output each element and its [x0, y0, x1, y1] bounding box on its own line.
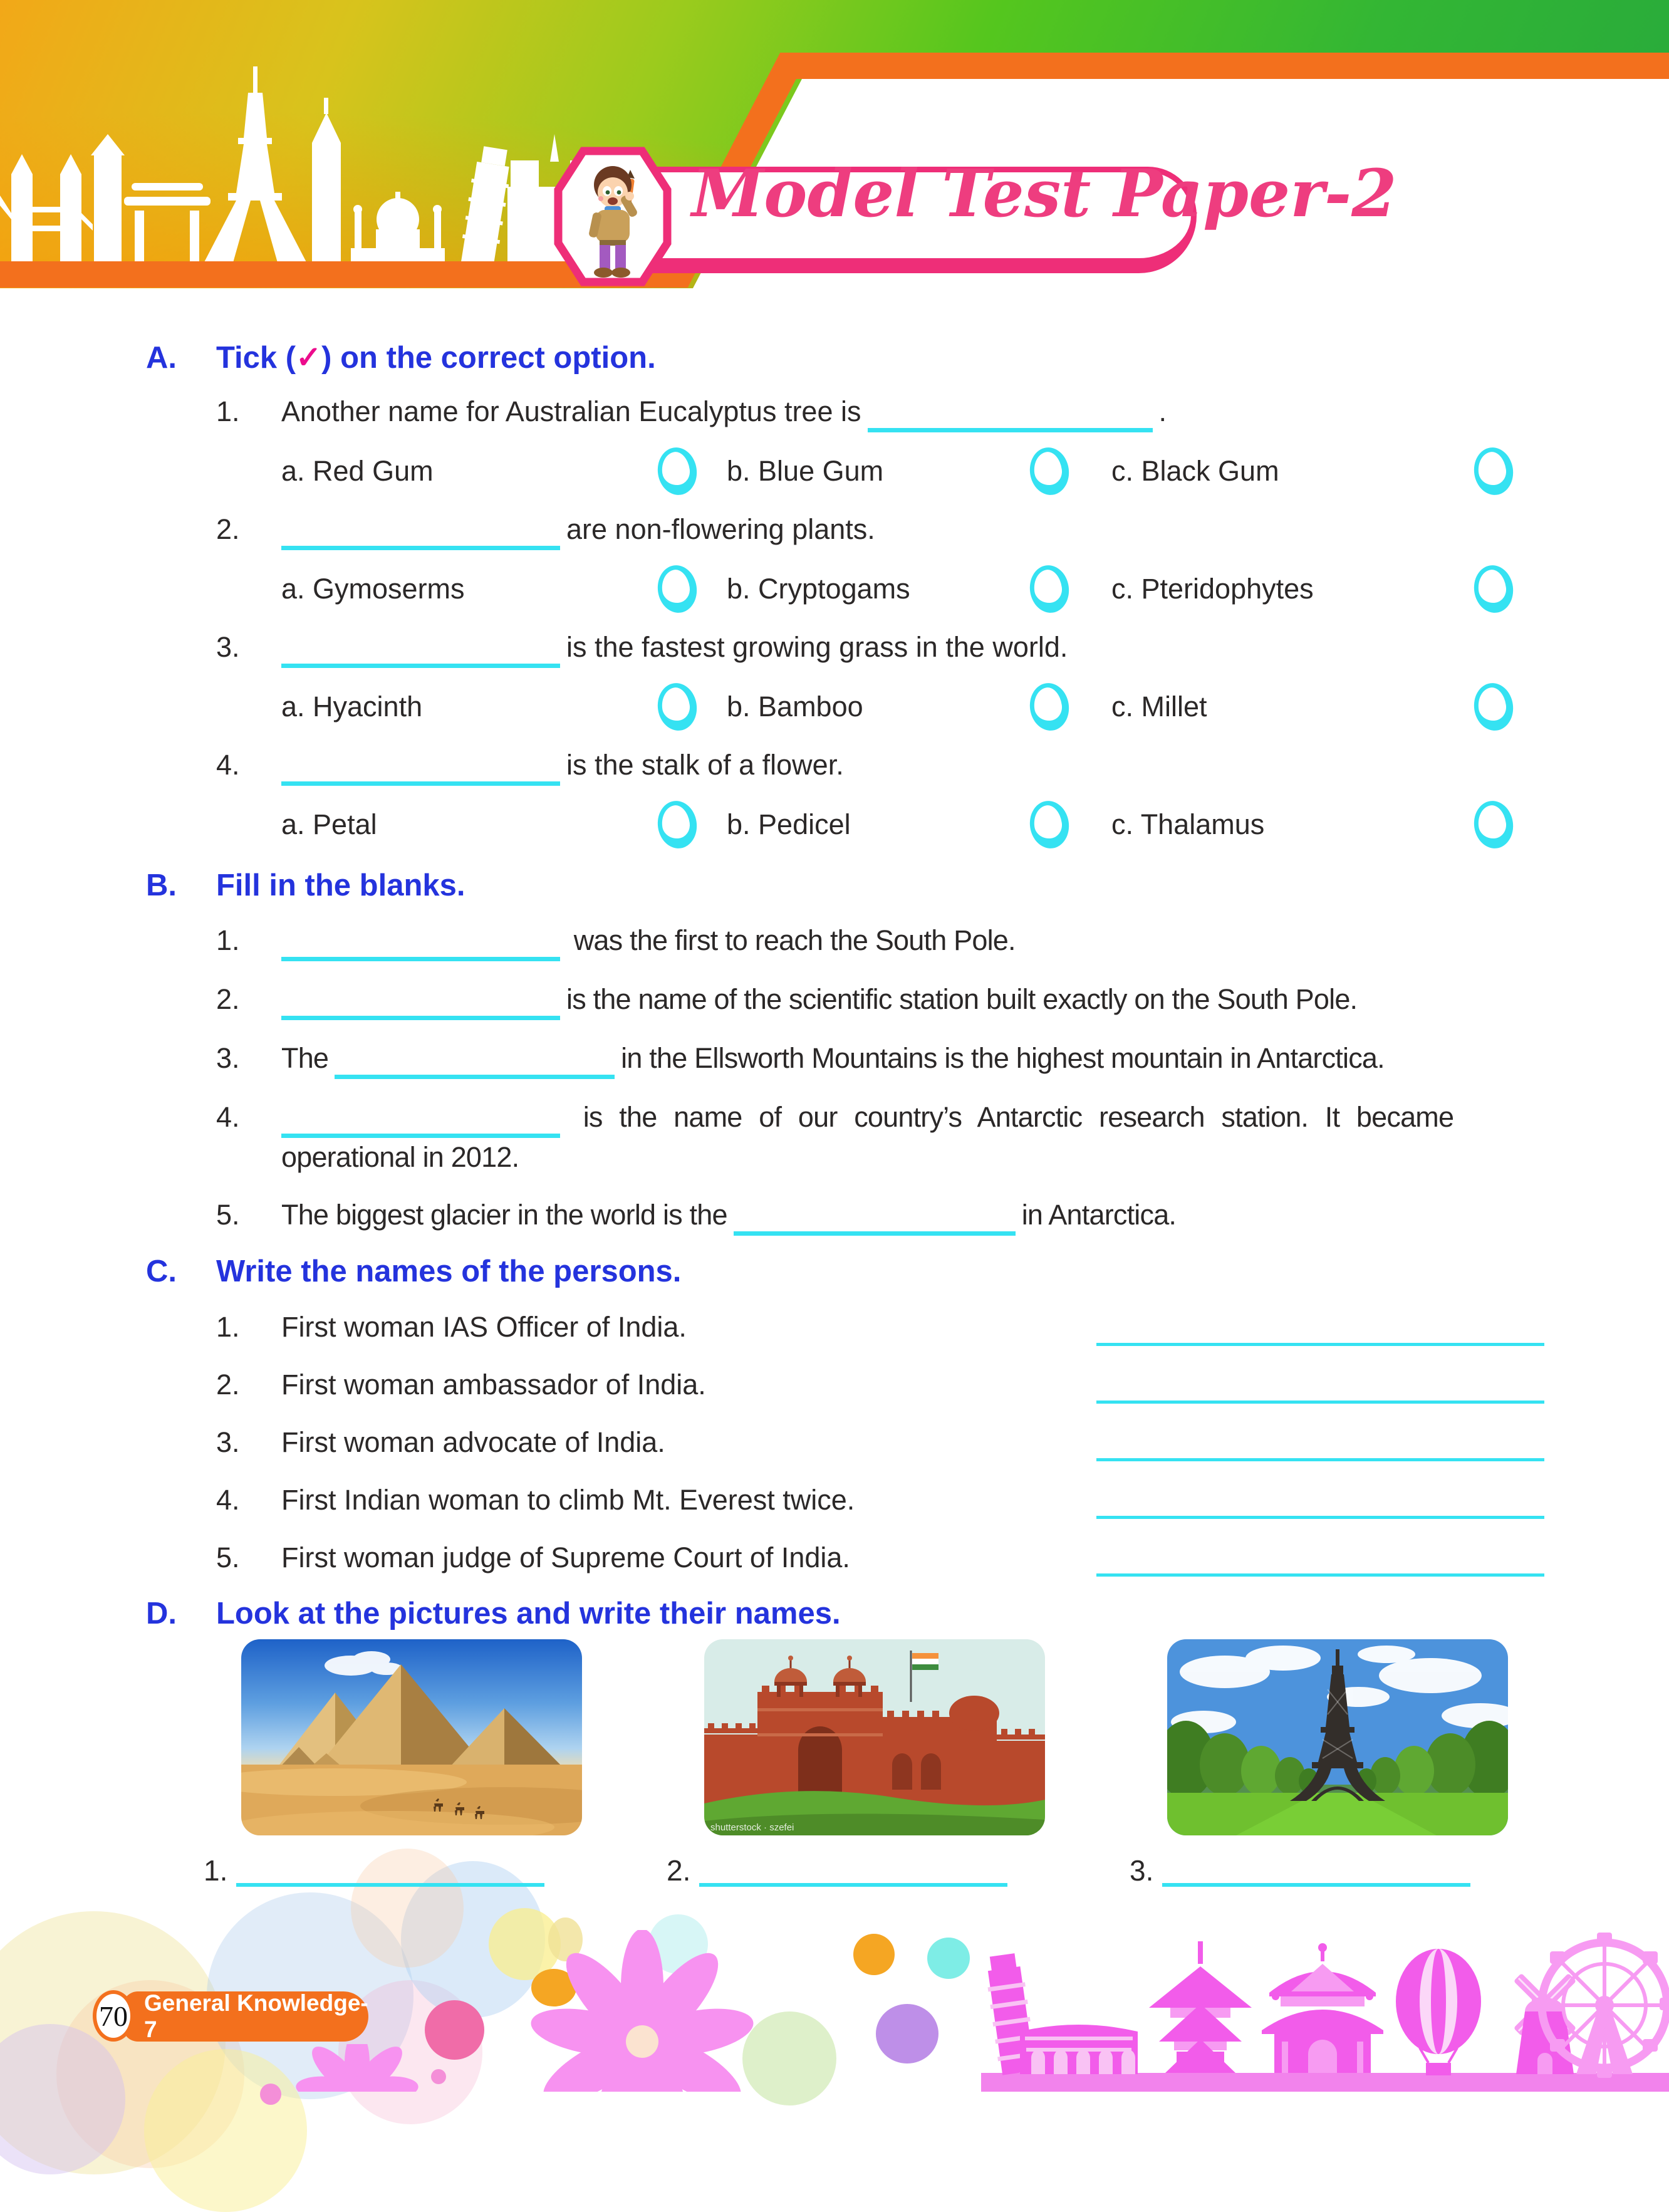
tick-mark-icon: ✓: [296, 341, 322, 375]
option-checkbox[interactable]: [1027, 681, 1072, 733]
deco-circle: [853, 1934, 895, 1975]
question-b1: 1. was the first to reach the South Pole.: [216, 920, 1669, 961]
answer-line[interactable]: [1096, 1427, 1544, 1461]
answer-blank[interactable]: [281, 749, 560, 786]
answer-line[interactable]: [1096, 1312, 1544, 1346]
section-c-letter: C.: [146, 1255, 177, 1288]
section-d-title: Look at the pictures and write their names.: [216, 1597, 841, 1630]
deco-circle: [927, 1938, 970, 1979]
question-b5: 5. The biggest glacier in the world is the in Antarctica.: [216, 1194, 1669, 1236]
picture-answer-3: 3.: [1130, 1854, 1470, 1887]
question-a4: 4. is the stalk of a flower.: [216, 744, 1669, 786]
option-checkbox[interactable]: [1027, 445, 1072, 498]
option-label: b. Pedicel: [727, 808, 851, 840]
answer-line[interactable]: [1096, 1542, 1544, 1577]
answer-line[interactable]: [1162, 1854, 1470, 1887]
option-checkbox[interactable]: [1027, 798, 1072, 851]
deco-circle: [0, 1911, 226, 2174]
section-c-title: Write the names of the persons.: [216, 1255, 682, 1288]
option-label: b. Blue Gum: [727, 455, 884, 487]
page-number: 70: [99, 2000, 128, 2032]
flower-icon: [495, 1930, 789, 2092]
question-a2: 2. are non-flowering plants.: [216, 509, 1669, 550]
option-label: c. Thalamus: [1111, 808, 1265, 840]
section-b-letter: B.: [146, 869, 177, 902]
option-checkbox[interactable]: [655, 798, 700, 851]
option-checkbox[interactable]: [655, 681, 700, 733]
option-label: c. Black Gum: [1111, 455, 1279, 487]
question-b3: 3. The in the Ellsworth Mountains is the highest mountain in Antarctica.: [216, 1038, 1669, 1079]
question-c1: 1. First woman IAS Officer of India.: [216, 1308, 1544, 1346]
answer-blank[interactable]: [281, 513, 560, 550]
question-c5: 5. First woman judge of Supreme Court of India.: [216, 1539, 1544, 1577]
question-a3: 3. is the fastest growing grass in the world.: [216, 627, 1669, 668]
deco-circle: [0, 2024, 125, 2174]
question-b4-line2: operational in 2012.: [281, 1141, 519, 1173]
test-paper-content: [0, 288, 1669, 1887]
option-checkbox[interactable]: [1471, 563, 1516, 615]
options-a4: [281, 796, 1669, 853]
answer-blank[interactable]: [335, 1042, 615, 1079]
section-a-heading: [146, 338, 1669, 377]
answer-blank[interactable]: [734, 1199, 1016, 1236]
flower-icon: [276, 2044, 439, 2092]
question-a1: 1. Another name for Australian Eucalyptus tree is .: [216, 391, 1669, 432]
deco-circle: [876, 2004, 938, 2063]
option-label: c. Pteridophytes: [1111, 573, 1314, 605]
answer-blank[interactable]: [281, 1101, 560, 1138]
section-d-letter: D.: [146, 1597, 177, 1630]
book-title: General Knowledge-7: [144, 1990, 368, 2042]
answer-blank[interactable]: [281, 983, 560, 1020]
page-header: [0, 0, 1669, 288]
section-c-heading: [146, 1252, 1669, 1291]
option-label: c. Millet: [1111, 691, 1207, 723]
page-number-badge: [93, 1990, 134, 2042]
picture-answer-row: [204, 1854, 1669, 1887]
section-a-letter: A.: [146, 341, 177, 375]
pink-landmarks-skyline-icon: [981, 1931, 1669, 2092]
question-c4: 4. First Indian woman to climb Mt. Everest twice.: [216, 1481, 1544, 1519]
answer-blank[interactable]: [281, 924, 560, 961]
question-c3: 3. First woman advocate of India.: [216, 1424, 1544, 1461]
question-b2: 2. is the name of the scientific station built exactly on the South Pole.: [216, 979, 1669, 1020]
picture-answer-2: 2.: [667, 1854, 1007, 1887]
cartoon-boy-icon: [553, 146, 672, 287]
answer-line[interactable]: [699, 1854, 1007, 1887]
options-a2: [281, 560, 1669, 618]
picture-answer-1: 1.: [204, 1854, 544, 1887]
question-b4: 4. is the name of our country’s Antarctic research station. It became: [216, 1097, 1669, 1138]
option-checkbox[interactable]: [1471, 445, 1516, 498]
option-label: b. Cryptogams: [727, 573, 910, 605]
section-a-title: Tick (✓) on the correct option.: [216, 341, 656, 375]
answer-line[interactable]: [1096, 1484, 1544, 1519]
option-checkbox[interactable]: [655, 563, 700, 615]
section-d-heading: [146, 1594, 1669, 1633]
pyramids-of-giza-photo: [241, 1639, 582, 1835]
answer-line[interactable]: [236, 1854, 544, 1887]
option-label: a. Red Gum: [281, 455, 434, 487]
book-title-badge: [123, 1991, 368, 2042]
page-title: Model Test Paper-2: [692, 155, 1397, 232]
watermark-text: shutterstock · szefei: [710, 1822, 794, 1833]
option-label: a. Petal: [281, 808, 377, 840]
options-a1: [281, 442, 1669, 500]
answer-line[interactable]: [1096, 1369, 1544, 1404]
option-checkbox[interactable]: [1471, 681, 1516, 733]
answer-blank[interactable]: [868, 395, 1153, 432]
option-label: b. Bamboo: [727, 691, 863, 723]
picture-row: [241, 1639, 1669, 1835]
option-checkbox[interactable]: [655, 445, 700, 498]
section-b-title: Fill in the blanks.: [216, 869, 465, 902]
option-checkbox[interactable]: [1027, 563, 1072, 615]
red-fort-photo: [704, 1639, 1045, 1835]
option-checkbox[interactable]: [1471, 798, 1516, 851]
eiffel-tower-photo: [1167, 1639, 1508, 1835]
question-c2: 2. First woman ambassador of India.: [216, 1366, 1544, 1404]
title-badge: [564, 155, 1397, 273]
options-a3: [281, 678, 1669, 736]
answer-blank[interactable]: [281, 631, 560, 668]
option-label: a. Hyacinth: [281, 691, 423, 723]
option-label: a. Gymoserms: [281, 573, 465, 605]
section-b-heading: [146, 866, 1669, 905]
